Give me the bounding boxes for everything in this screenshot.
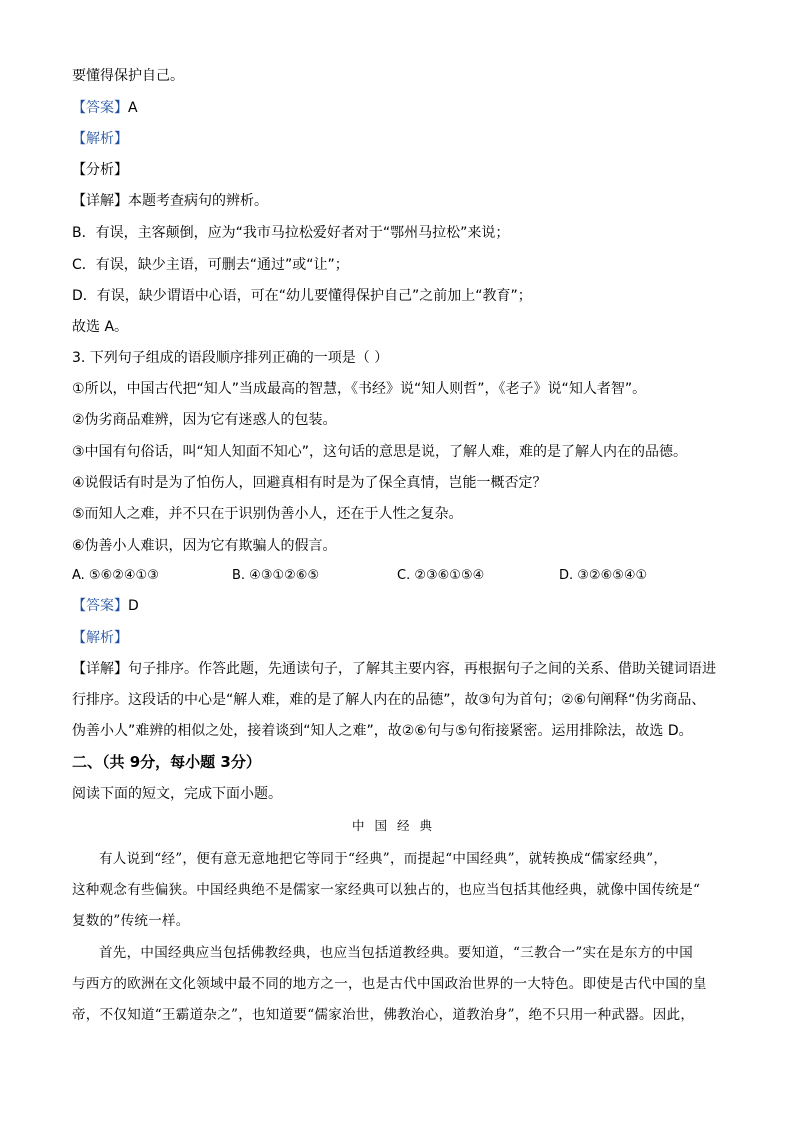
sentence-3: ③中国有句俗话，叫“知人知面不知心”，这句话的意思是说，了解人难，难的是了解人内在的品德。 [72,444,688,460]
detail-label: 【详解】 [72,193,128,209]
essay-p1-line1: 有人说到“经”，便有意无意地把它等同于“经典”，而提起“中国经典”，就转换成“儒家经典”， [99,851,668,867]
detail-text: 句子排序。作答此题，先通读句子，了解其主要内容，再根据句子之间的关系、借助关键词语进 [128,661,716,677]
analysis-label: 【解析】 [72,131,128,147]
reading-instruction: 阅读下面的短文，完成下面小题。 [72,786,282,802]
essay-p1-line2: 这种观念有些偏狭。中国经典绝不是儒家一家经典可以独占的，也应当包括其他经典，就像中国传统是“ [72,882,701,898]
sentence-1: ①所以，中国古代把“知人”当成最高的智慧，《书经》说“知人则哲”，《老子》说“知人者智”。 [72,381,647,397]
sentence-4: ④说假话有时是为了怕伤人，回避真相有时是为了保全真情，岂能一概否定？ [72,475,547,491]
text-line: 要懂得保护自己。 [72,68,184,84]
answer-line [72,98,722,118]
sentence-5: ⑤而知人之难，并不只在于识别伪善小人，还在于人性之复杂。 [72,506,463,522]
answer-label: 【答案】 [72,598,128,614]
section-heading: 二、（共 9分，每小题 3分） [72,753,261,771]
sentence-2: ②伪劣商品难辨，因为它有迷惑人的包装。 [72,412,337,428]
answer-value: D [128,598,139,614]
choice-d: D. ③②⑥⑤④① [559,568,648,583]
detail-line-2 [72,659,722,679]
answer-value: A [128,100,138,116]
essay-p1-line3: 复数的”传统一样。 [72,913,190,929]
essay-p2-line2: 与西方的欧洲在文化领域中最不同的地方之一，也是古代中国政治世界的一大特色。即使是古代中国的皇 [72,976,707,992]
option-explain-c: C．有误，缺少主语，可删去“通过”或“让”； [72,257,349,273]
detail-label: 【详解】 [72,661,128,677]
answer-label: 【答案】 [72,100,128,116]
conclusion-line: 故选 A。 [72,319,129,335]
question-3: 3. 下列句子组成的语段顺序排列正确的一项是（ ） [72,350,389,366]
analysis-label-2: 【解析】 [72,630,128,646]
answer-line-2 [72,596,722,616]
detail-line-2b: 行排序。这段话的中心是“解人难，难的是了解人内在的品德”，故③句为首句；②⑥句阐释“伪劣商品、 [72,692,706,708]
choice-b: B. ④③①②⑥⑤ [232,568,320,583]
essay-title: 中国经典 [351,818,442,833]
sentence-6: ⑥伪善小人难识，因为它有欺骗人的假言。 [72,538,337,554]
essay-p2-line3: 帝，不仅知道“王霸道杂之”，也知道要“儒家治世，佛教治心，道教治身”，绝不只用一种武器。因此， [72,1007,695,1023]
detail-line-2c: 伪善小人”难辨的相似之处，接着谈到“知人之难”，故②⑥句与⑤句衔接紧密。运用排除法，故选 D。 [72,723,693,739]
fenxi-label: 【分析】 [72,162,128,178]
option-explain-b: B．有误，主客颠倒，应为“我市马拉松爱好者对于“鄂州马拉松”来说； [72,225,510,241]
detail-line [72,191,722,211]
detail-text: 本题考查病句的辨析。 [128,193,268,209]
choice-a: A. ⑤⑥②④①③ [72,568,159,583]
option-explain-d: D．有误，缺少谓语中心语，可在“幼儿要懂得保护自己”之前加上“教育”； [72,288,532,304]
choice-c: C. ②③⑥①⑤④ [397,568,485,583]
essay-p2-line1: 首先，中国经典应当包括佛教经典，也应当包括道教经典。要知道，“三教合一”实在是东方的中国 [99,945,694,961]
